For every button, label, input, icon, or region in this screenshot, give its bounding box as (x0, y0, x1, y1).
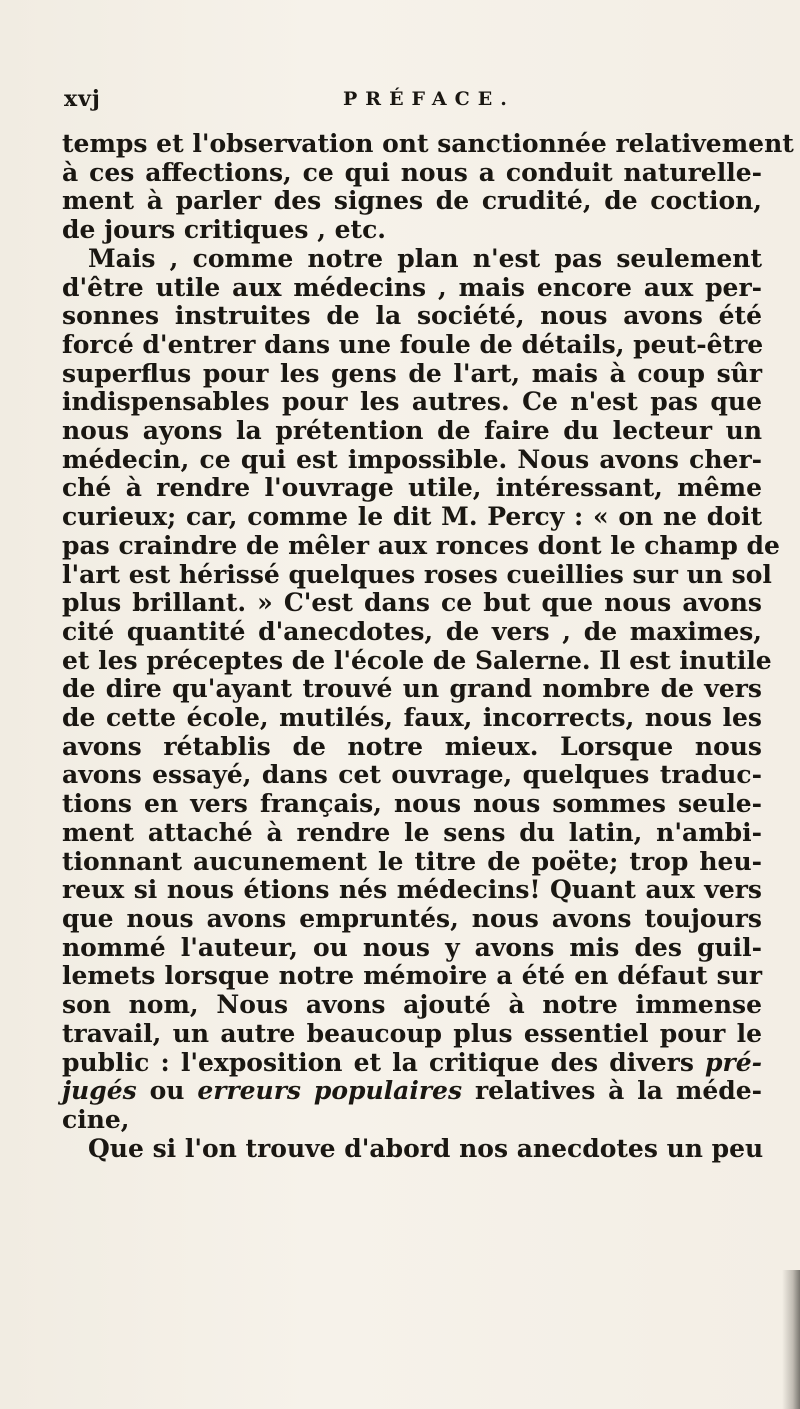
text-line: que nous avons empruntés, nous avons toujours (62, 903, 762, 933)
text-segment: public : l'exposition et la critique des divers (62, 1047, 694, 1077)
text-line: plus brillant. » C'est dans ce but que nous avons (62, 588, 762, 618)
text-line: médecin, ce qui est impossible. Nous avons cher- (62, 444, 762, 474)
text-line: avons rétablis de notre mieux. Lorsque nous (62, 731, 762, 761)
text-line: l'art est hérissé quelques roses cueillies sur un sol (62, 559, 772, 589)
text-line: curieux; car, comme le dit M. Percy : « on ne doit (62, 502, 762, 532)
text-line: de jours critiques , etc. (62, 215, 386, 245)
text-line: ché à rendre l'ouvrage utile, intéressant, même (62, 473, 762, 503)
text-line: lemets lorsque notre mémoire a été en défaut sur (62, 961, 762, 991)
text-line: temps et l'observation ont sanctionnée relativement (62, 129, 794, 158)
body-text (62, 129, 794, 1163)
text-line: tions en vers français, nous nous sommes seule- (62, 789, 762, 819)
page-edge-shadow (782, 1270, 800, 1409)
text-line: ment à parler des signes de crudité, de coction, (62, 186, 762, 216)
italic-term: jugés (62, 1076, 137, 1106)
text-line: nommé l'auteur, ou nous y avons mis des guil- (62, 932, 762, 962)
text-line: d'être utile aux médecins , mais encore aux per- (62, 272, 762, 302)
text-line: travail, un autre beaucoup plus essentiel pour le (62, 1018, 762, 1048)
text-line: Mais , comme notre plan n'est pas seulement (88, 243, 762, 273)
text-line: Que si l'on trouve d'abord nos anecdotes un peu (88, 1133, 764, 1163)
text-line: ment attaché à rendre le sens du latin, n'ambi- (62, 817, 762, 847)
text-line: tionnant aucunement le titre de poëte; trop heu- (62, 846, 762, 876)
text-line: cité quantité d'anecdotes, de vers , de maximes, (62, 616, 762, 646)
text-line-with-italic (62, 1077, 762, 1106)
text-line: sonnes instruites de la société, nous avons été (62, 301, 762, 331)
text-line: à ces affections, ce qui nous a conduit naturelle- (62, 157, 762, 187)
text-line: superflus pour les gens de l'art, mais à coup sûr (62, 358, 762, 388)
text-line: forcé d'entrer dans une foule de détails, peut-être (62, 329, 764, 359)
italic-term: pré- (705, 1047, 762, 1077)
text-segment: relatives à la méde- (462, 1076, 763, 1106)
text-line: de cette école, mutilés, faux, incorrects, nous les (62, 703, 762, 733)
text-line: son nom, Nous avons ajouté à notre immense (62, 990, 762, 1020)
text-line: indispensables pour les autres. Ce n'est pas que (62, 387, 762, 417)
page-number: xvj (64, 86, 101, 112)
page-header (58, 86, 618, 116)
text-line-with-italic (62, 1049, 762, 1078)
text-segment: ou (136, 1076, 198, 1106)
text-line: reux si nous étions nés médecins! Quant aux vers (62, 875, 762, 905)
text-line: nous ayons la prétention de faire du lecteur un (62, 416, 762, 446)
text-line: de dire qu'ayant trouvé un grand nombre de vers (62, 674, 762, 704)
running-title: PRÉFACE. (343, 88, 515, 110)
text-line: pas craindre de mêler aux ronces dont le champ de (62, 530, 780, 560)
italic-term: erreurs populaires (197, 1076, 463, 1106)
text-line: et les préceptes de l'école de Salerne. Il est inutile (62, 645, 772, 675)
text-line: cine, (62, 1104, 130, 1134)
text-line: avons essayé, dans cet ouvrage, quelques traduc- (62, 760, 762, 790)
